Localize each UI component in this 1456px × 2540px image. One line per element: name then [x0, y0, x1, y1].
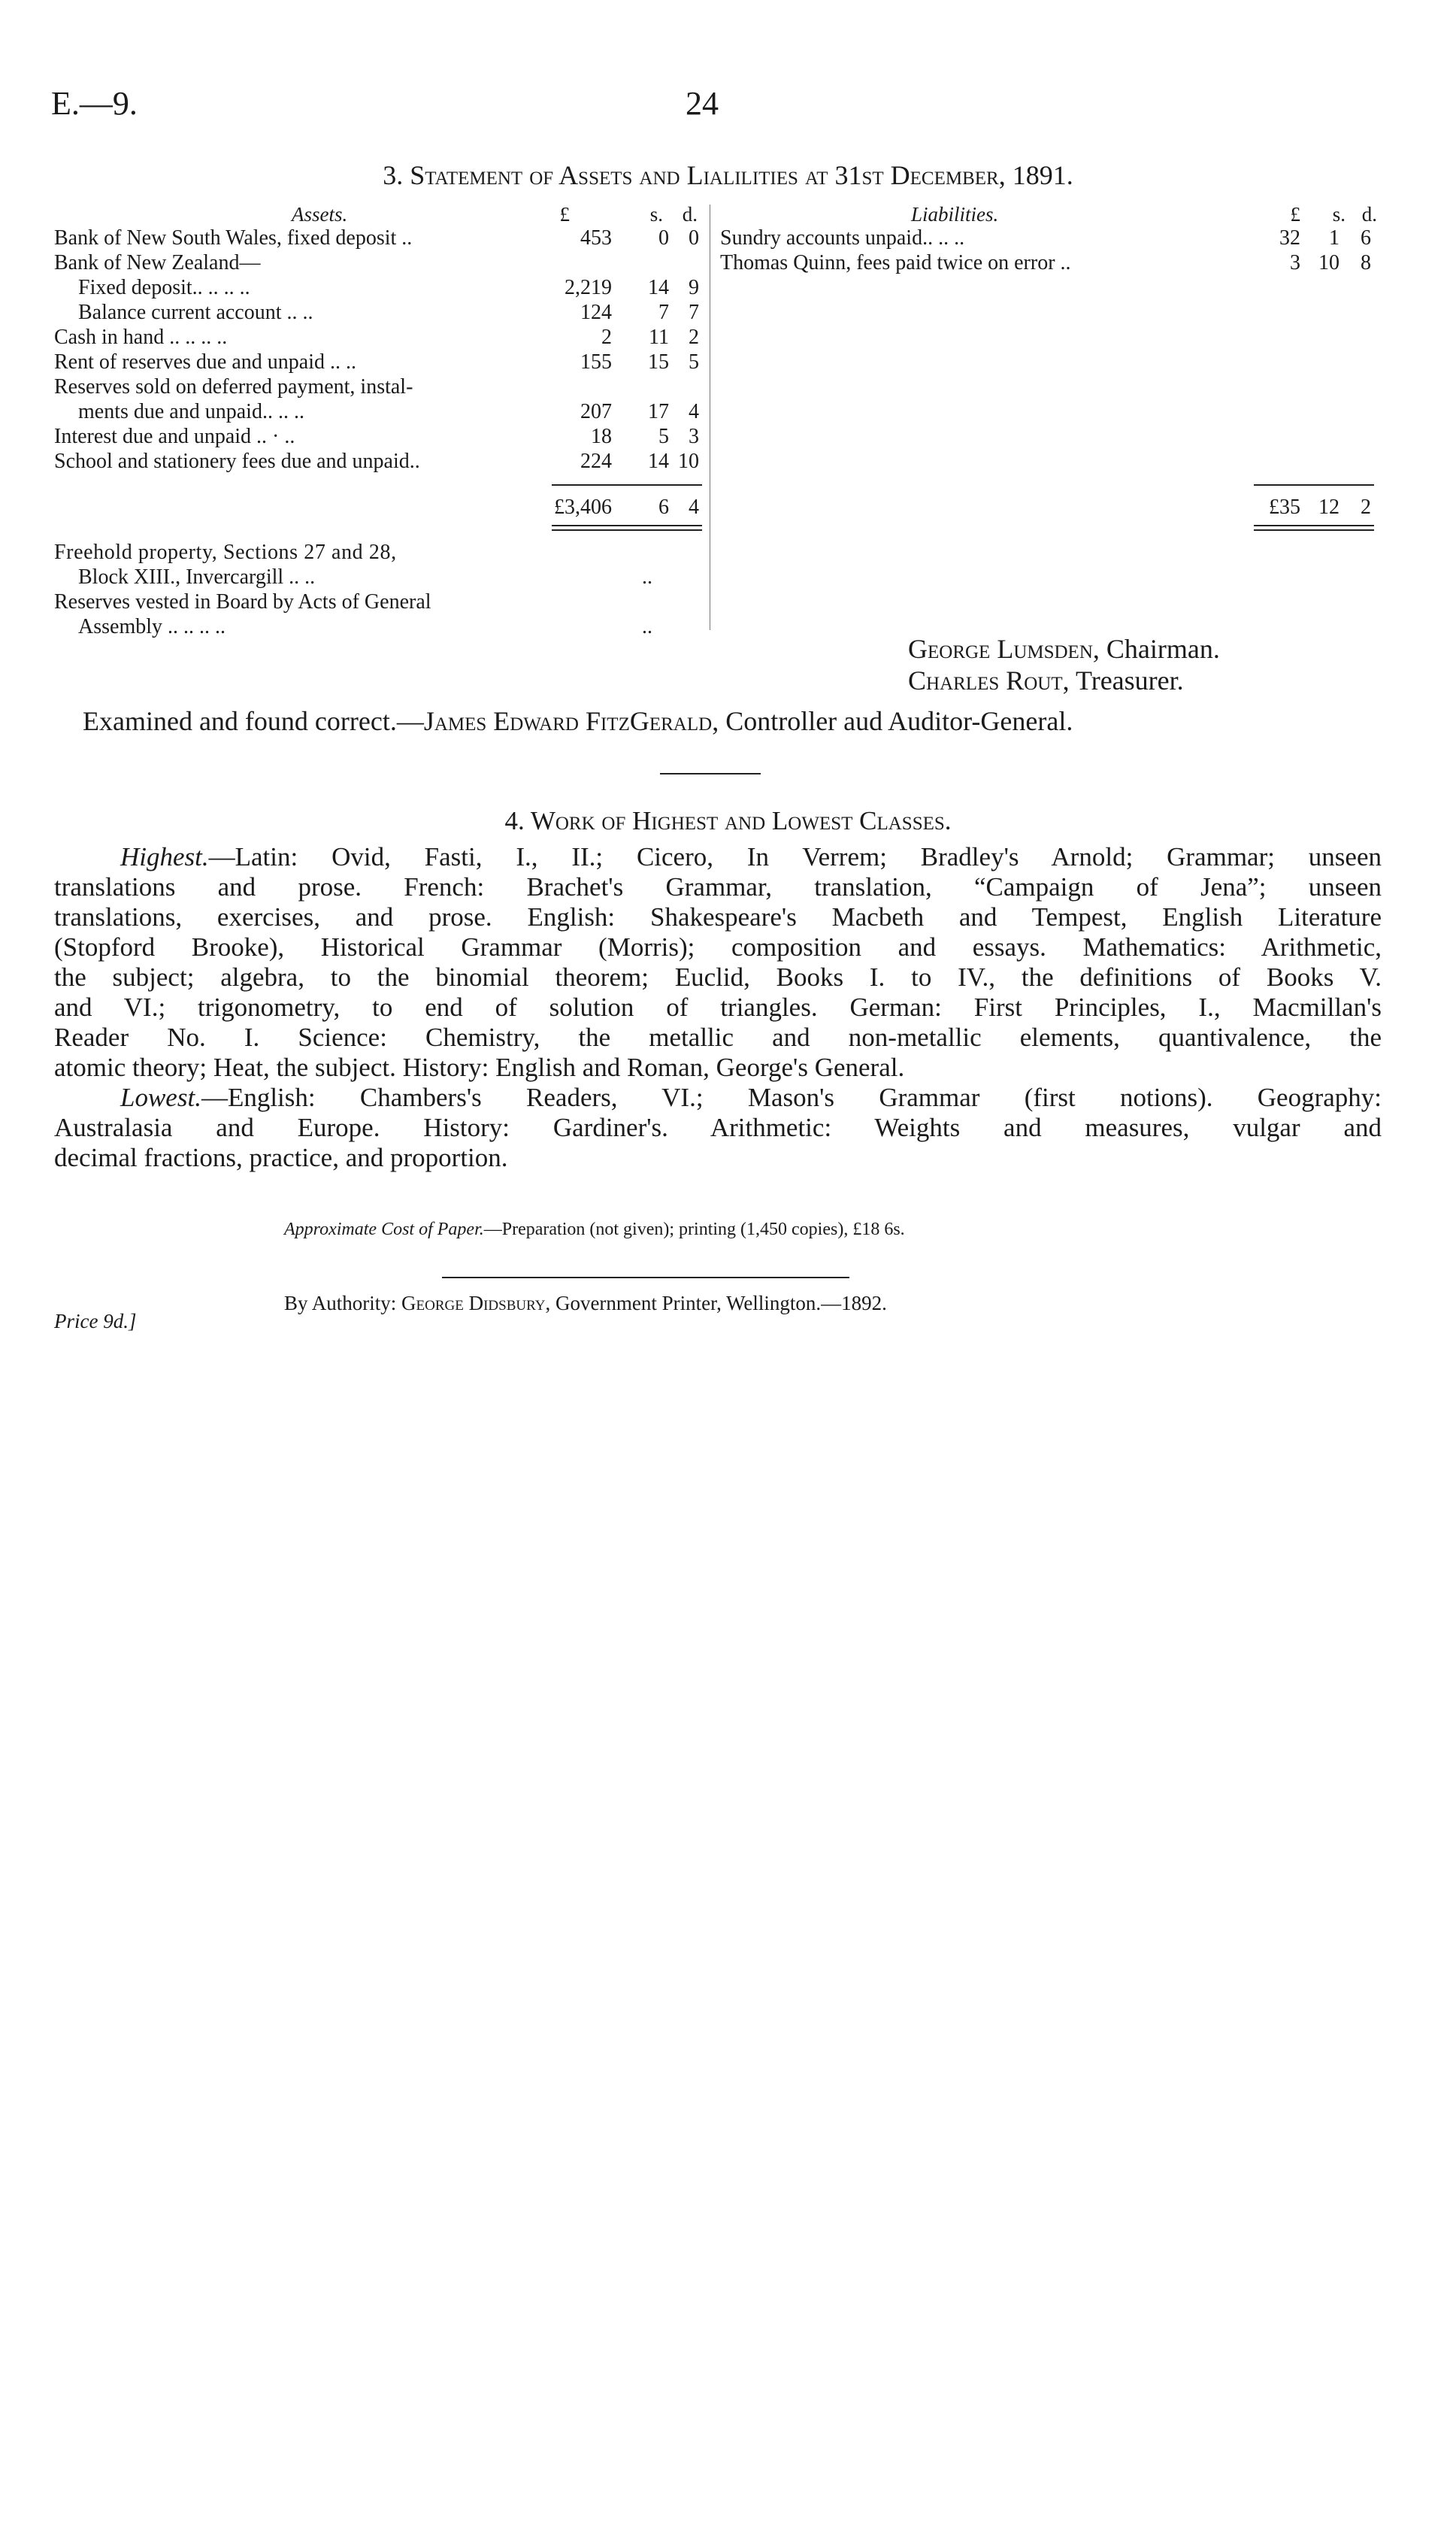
authority-line — [284, 1292, 887, 1315]
liability-label: Thomas Quinn, fees paid twice on error .. — [720, 251, 1071, 274]
signature-chairman — [908, 633, 1220, 665]
liability-shillings: 10 — [1318, 251, 1339, 274]
assets-total-rule-top — [552, 484, 702, 486]
asset-row — [54, 325, 705, 350]
assets-total-row — [54, 495, 705, 520]
asset-label: Bank of New South Wales, fixed deposit .. — [54, 226, 413, 250]
authority-prefix: By Authority: — [284, 1292, 402, 1314]
asset-shillings: 0 — [658, 226, 669, 250]
paragraph-line: (Stopford Brooke), Historical Grammar (Morris); composition and essays. Mathematics: Arithmetic, — [54, 932, 1382, 962]
asset-shillings: 5 — [658, 425, 669, 448]
asset-pence: 9 — [689, 276, 699, 299]
asset-row — [54, 226, 705, 251]
liability-pounds: 3 — [1290, 251, 1300, 274]
cost-text: —Preparation (not given); printing (1,450 copies), £18 6s. — [483, 1220, 905, 1239]
property-value: .. — [642, 615, 652, 638]
liabilities-pence-heading: d. — [1361, 203, 1377, 226]
assets-total-shillings: 6 — [658, 496, 669, 519]
paragraph-line: and VI.; trigonometry, to end of solution of triangles. German: First Principles, I., Macmillan's — [54, 993, 1382, 1022]
asset-label: Interest due and unpaid .. · .. — [54, 425, 295, 448]
asset-label: Rent of reserves due and unpaid .. .. — [54, 350, 356, 374]
asset-shillings: 14 — [648, 450, 669, 473]
asset-pounds: 453 — [580, 226, 612, 250]
liabilities-total-pence: 2 — [1361, 496, 1371, 519]
asset-shillings: 14 — [648, 276, 669, 299]
liability-pence: 8 — [1361, 251, 1371, 274]
liabilities-total-rule-bottom-1 — [1254, 525, 1374, 526]
property-value: .. — [642, 565, 652, 589]
liabilities-total-rule-top — [1254, 484, 1374, 486]
property-label: Reserves vested in Board by Acts of General — [54, 590, 431, 614]
asset-pounds: 2 — [601, 326, 612, 349]
liability-pence: 6 — [1361, 226, 1371, 250]
signature-role: , Treasurer. — [1062, 665, 1184, 696]
asset-label: Bank of New Zealand— — [54, 251, 261, 274]
assets-heading: Assets. — [292, 203, 348, 226]
asset-row — [54, 374, 705, 400]
asset-pence: 3 — [689, 425, 699, 448]
signature-role: , Chairman. — [1092, 634, 1220, 664]
paragraph-line: translations and prose. French: Brachet's Grammar, translation, “Campaign of Jena”; unseen — [54, 872, 1382, 902]
property-row — [54, 590, 705, 615]
signature-name: Charles Rout — [908, 665, 1063, 696]
paragraph-line: the subject; algebra, to the binomial theorem; Euclid, Books I. to IV., the definitions of Books V. — [54, 962, 1382, 992]
liabilities-total-pounds: £35 — [1269, 496, 1300, 519]
authority-suffix: , Government Printer, Wellington.—1892. — [545, 1292, 887, 1314]
liability-label: Sundry accounts unpaid.. .. .. — [720, 226, 965, 250]
asset-shillings: 15 — [648, 350, 669, 374]
asset-row — [54, 300, 705, 326]
liability-row — [720, 226, 1379, 251]
liabilities-total-shillings: 12 — [1318, 496, 1339, 519]
asset-row — [54, 424, 705, 450]
asset-pence: 7 — [689, 301, 699, 324]
asset-pence: 4 — [689, 400, 699, 423]
asset-row — [54, 399, 705, 425]
liabilities-total-row — [720, 495, 1379, 520]
property-label: Freehold property, Sections 27 and 28, — [54, 541, 397, 564]
liabilities-total-rule-bottom-2 — [1254, 529, 1374, 531]
asset-pounds: 155 — [580, 350, 612, 374]
footer-divider — [442, 1277, 849, 1278]
paragraph-line: Reader No. I. Science: Chemistry, the metallic and non-metallic elements, quantivalence, the — [54, 1023, 1382, 1052]
asset-pounds: 18 — [591, 425, 612, 448]
property-label: Block XIII., Invercargill .. .. — [78, 565, 316, 589]
asset-shillings: 7 — [658, 301, 669, 324]
asset-pence: 0 — [689, 226, 699, 250]
lowest-classes-paragraph — [54, 1083, 1382, 1173]
paragraph-line — [54, 842, 1382, 872]
assets-pence-heading: d. — [682, 203, 698, 226]
assets-total-rule-bottom-2 — [552, 529, 702, 531]
asset-label: ments due and unpaid.. .. .. — [78, 400, 304, 423]
property-row — [54, 614, 705, 640]
asset-shillings: 17 — [648, 400, 669, 423]
asset-row — [54, 250, 705, 276]
liabilities-heading: Liabilities. — [911, 203, 999, 226]
signature-name: George Lumsden — [908, 634, 1093, 664]
statement-title: 3. Statement of Assets and Lialilities at 31st December, 1891. — [383, 160, 1073, 190]
lowest-text: —English: Chambers's Readers, VI.; Mason's Grammar (first notions). Geography: — [201, 1083, 1382, 1112]
paragraph-line: atomic theory; Heat, the subject. History: English and Roman, George's General. — [54, 1053, 905, 1082]
examined-prefix: Examined and found correct.— — [83, 706, 424, 736]
liabilities-shillings-heading: s. — [1332, 203, 1346, 226]
cost-label: Approximate Cost of Paper. — [284, 1220, 484, 1239]
auditor-name: James Edward FitzGerald — [423, 706, 713, 736]
assets-pounds-heading: £ — [559, 203, 570, 226]
asset-pounds: 207 — [580, 400, 612, 423]
paragraph-line: Australasia and Europe. History: Gardiner's. Arithmetic: Weights and measures, vulgar and — [54, 1113, 1382, 1142]
asset-shillings: 11 — [649, 326, 669, 349]
property-row — [54, 540, 705, 565]
work-title: 4. Work of Highest and Lowest Classes. — [504, 806, 952, 835]
paragraph-line: translations, exercises, and prose. English: Shakespeare's Macbeth and Tempest, English Literature — [54, 902, 1382, 932]
assets-total-pence: 4 — [689, 496, 699, 519]
examined-suffix: , Controller aud Auditor-General. — [712, 706, 1073, 736]
property-label: Assembly .. .. .. .. — [78, 615, 226, 638]
asset-label: Balance current account .. .. — [78, 301, 313, 324]
asset-pounds: 124 — [580, 301, 612, 324]
paragraph-line: decimal fractions, practice, and proportion. — [54, 1143, 508, 1172]
section-divider — [660, 773, 761, 774]
page-number: 24 — [686, 85, 719, 122]
assets-shillings-heading: s. — [649, 203, 663, 226]
asset-pence: 2 — [689, 326, 699, 349]
price-note: Price 9d.] — [54, 1310, 137, 1332]
asset-row — [54, 350, 705, 375]
highest-classes-paragraph — [54, 842, 1382, 1083]
assets-total-rule-bottom-1 — [552, 525, 702, 526]
printer-name: George Didsbury — [401, 1292, 546, 1314]
asset-pounds: 224 — [580, 450, 612, 473]
liabilities-pounds-heading: £ — [1290, 203, 1300, 226]
asset-pence: 10 — [678, 450, 699, 473]
liability-pounds: 32 — [1279, 226, 1300, 250]
asset-label: Cash in hand .. .. .. .. — [54, 326, 228, 349]
paragraph-line — [54, 1083, 1382, 1113]
examined-statement — [83, 705, 1073, 737]
asset-pence: 5 — [689, 350, 699, 374]
asset-label: Reserves sold on deferred payment, instal- — [54, 375, 413, 399]
assets-total-pounds: £3,406 — [554, 496, 612, 519]
signature-treasurer — [908, 665, 1184, 696]
cost-note — [284, 1220, 905, 1240]
liability-shillings: 1 — [1329, 226, 1339, 250]
asset-row — [54, 275, 705, 301]
highest-text: —Latin: Ovid, Fasti, I., II.; Cicero, In Verrem; Bradley's Arnold; Grammar; unseen — [208, 842, 1382, 871]
liability-row — [720, 250, 1379, 276]
highest-label: Highest. — [120, 842, 209, 871]
property-row — [54, 565, 705, 590]
asset-row — [54, 449, 705, 474]
document-code: E.—9. — [51, 85, 138, 122]
asset-label: Fixed deposit.. .. .. .. — [78, 276, 250, 299]
asset-pounds: 2,219 — [565, 276, 612, 299]
lowest-label: Lowest. — [120, 1083, 201, 1112]
asset-label: School and stationery fees due and unpaid.. — [54, 450, 420, 473]
